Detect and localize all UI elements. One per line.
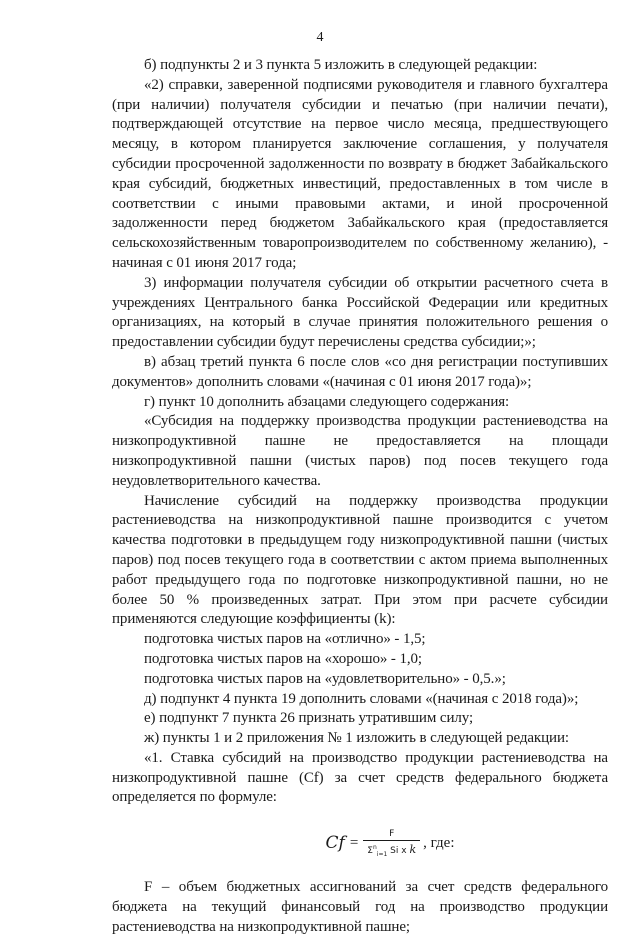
formula: [172, 822, 608, 864]
paragraph: г) пункт 10 дополнить абзацами следующего содержания:: [144, 393, 510, 410]
document-body: [112, 56, 608, 938]
paragraph: «1. Ставка субсидий на производство продукции растениеводства на низкопродуктивной пашне (Cf) за счет средств федерального бюджета определяется по формуле:: [112, 749, 608, 806]
paragraph: подготовка чистых паров на «хорошо» - 1,0;: [144, 650, 422, 667]
paragraph: д) подпункт 4 пункта 19 дополнить словами «(начиная с 2018 года)»;: [144, 690, 579, 707]
paragraph: «2) справки, заверенной подписями руководителя и главного бухгалтера (при наличии) получателя субсидии и печатью (при наличии печати), подтверждающей отсутствие на первое число месяца, предшествующего месяцу, в котором планируется заключение соглашения, у получателя субсидии просроченной задолженности по возврату в бюджет Забайкальского края субсидий, бюджетных инвестиций, предоставленных в том числе в соответствии с иными правовыми актами, и иной просроченной задолженности перед бюджетом Забайкальского края (предоставляется сельскохозяйственным товаропроизводителем по собственному желанию), - начиная с 01 июня 2017 года;: [112, 76, 608, 271]
paragraph: 3) информации получателя субсидии об открытии расчетного счета в учреждениях Центрального банка Российской Федерации или кредитных организациях, на который в случае принятия положительного решения о предоставлении субсидии будут перечислены средства субсидии;»;: [112, 274, 608, 351]
formula-term: Si x: [390, 845, 407, 856]
paragraph: Начисление субсидий на поддержку производства продукции растениеводства на низкопродуктивной пашне производится с учетом качества подготовки в предыдущем году низкопродуктивной пашни (чистых паров) под посев текущего года в соответствии с актом приема выполненных работ предыдущего года по подготовке низкопродуктивной пашни, но не более 50 % произведенных затрат. При этом при расчете субсидии применяются следующие коэффициенты (k):: [112, 492, 608, 628]
formula-lhs: Cf: [325, 833, 345, 854]
formula-suffix: , где:: [423, 834, 455, 851]
formula-equals: =: [349, 834, 359, 851]
paragraph: подготовка чистых паров на «отлично» - 1,5;: [144, 631, 426, 648]
paragraph: в) абзац третий пункта 6 после слов «со дня регистрации поступивших документов» дополнить словами «(начиная с 01 июня 2017 года)»;: [112, 353, 608, 390]
formula-denominator: [363, 840, 420, 858]
formula-numerator: F: [389, 828, 395, 839]
paragraph: F – объем бюджетных ассигнований за счет средств федерального бюджета на текущий финансовый год на производство продукции растениеводства на низкопродуктивной пашне;: [112, 879, 608, 935]
formula-coefficient: k: [409, 842, 417, 856]
formula-sum-upper: n: [372, 843, 377, 851]
formula-fraction: [363, 829, 420, 858]
formula-sum-lower: i=1: [376, 850, 388, 858]
paragraph: «Субсидия на поддержку производства продукции растениеводства на низкопродуктивной пашне не предоставляется на площади низкопродуктивной пашни (чистых паров) под посев текущего года неудовлетворительного качества.: [112, 413, 608, 489]
paragraph: е) подпункт 7 пункта 26 признать утратившим силу;: [144, 710, 474, 727]
paragraph: ж) пункты 1 и 2 приложения № 1 изложить в следующей редакции:: [144, 730, 569, 747]
formula-sum-sign: Σ: [367, 845, 373, 856]
paragraph: б) подпункты 2 и 3 пункта 5 изложить в следующей редакции:: [144, 57, 538, 73]
page-number: 4: [316, 30, 324, 45]
paragraph: подготовка чистых паров на «удовлетворительно» - 0,5.»;: [144, 670, 506, 687]
